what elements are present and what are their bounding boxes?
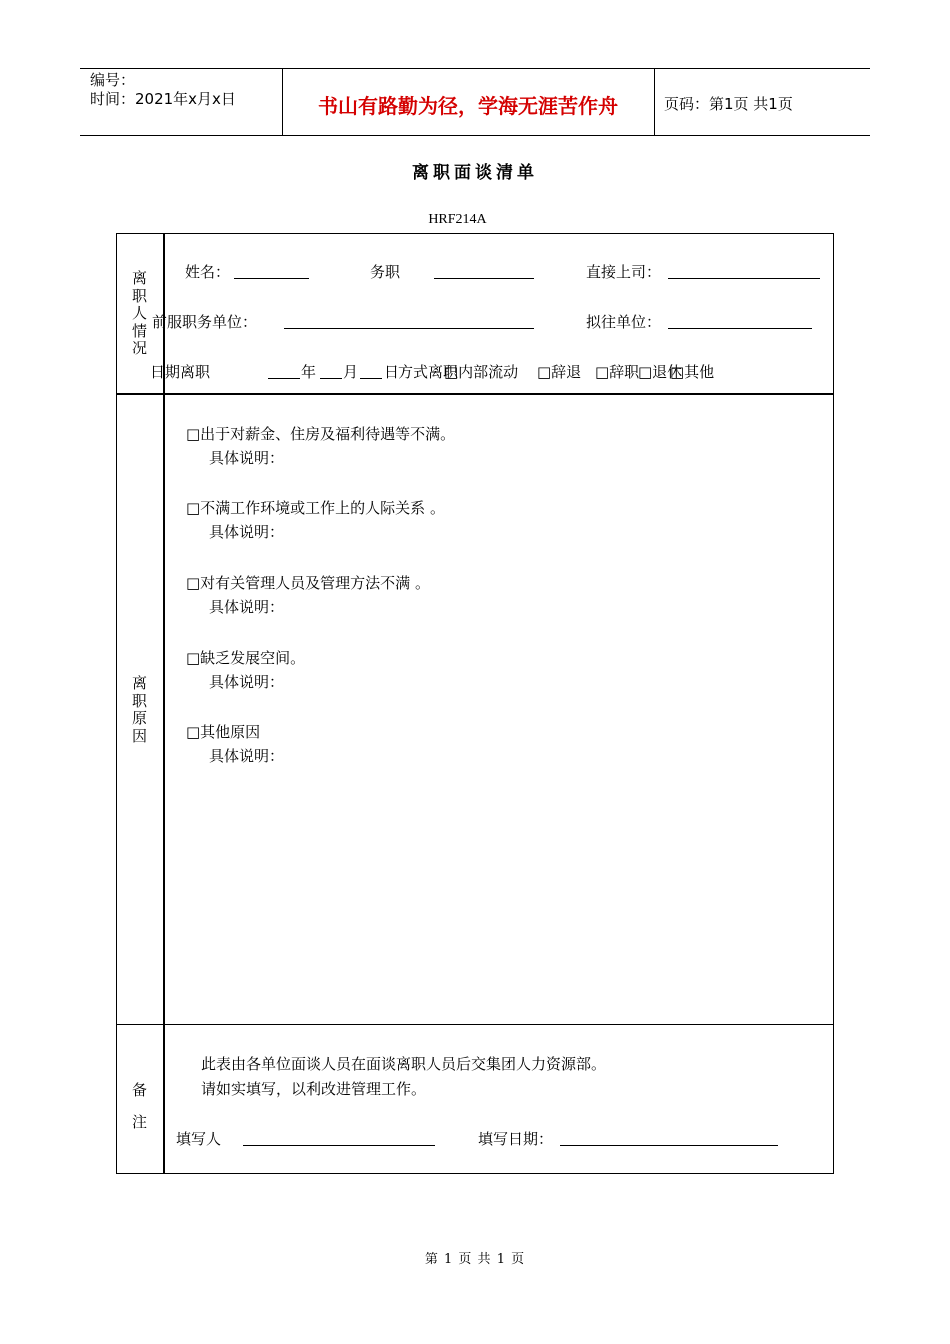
name-field[interactable] [234, 278, 309, 279]
reason-item [186, 571, 430, 619]
destination-field[interactable] [668, 328, 812, 329]
header-motto: 书山有路勤为径，学海无涯苦作舟 [318, 94, 618, 118]
fill-date-label: 填写日期： [478, 1130, 554, 1148]
header-page-label: 页码：第1页 共1页 [664, 95, 793, 113]
notes-line-2: 请如实填写，以利改进管理工作。 [201, 1080, 427, 1098]
filler-label: 填写人 [176, 1130, 222, 1148]
year-label: 年 [301, 363, 317, 381]
reason-detail-label: 具体说明： [209, 673, 285, 691]
label-char: 备 [131, 1081, 147, 1099]
reason-item [186, 646, 305, 694]
header-meta [90, 71, 236, 109]
supervisor-field[interactable] [668, 278, 820, 279]
name-label: 姓名： [185, 263, 231, 281]
option-internal-transfer[interactable]: □内部流动 [444, 363, 519, 381]
reason-item [186, 720, 284, 768]
position-field[interactable] [434, 278, 534, 279]
label-char: 职 [131, 691, 147, 710]
supervisor-label: 直接上司： [586, 263, 662, 281]
reason-checkbox-environment[interactable]: □不满工作环境或工作上的人际关系 。 [186, 499, 445, 517]
option-dismissal[interactable]: □辞退 [537, 363, 582, 381]
document-title: 离职面谈清单 [412, 163, 538, 183]
label-char: 离 [131, 674, 147, 692]
header-top-rule [80, 68, 870, 69]
section-divider-1 [116, 393, 834, 395]
reason-detail-label: 具体说明： [209, 598, 285, 616]
month-field[interactable] [320, 378, 342, 379]
option-resignation[interactable]: □辞职 [595, 363, 640, 381]
fill-date-field[interactable] [560, 1145, 778, 1146]
destination-label: 拟往单位： [586, 313, 662, 331]
form-code: HRF214A [428, 212, 487, 227]
section-divider-2 [116, 1024, 834, 1025]
label-char: 情 [131, 321, 147, 340]
section-label-notes [116, 1074, 163, 1138]
leave-mode-label: 方式离职 [398, 363, 459, 381]
option-retirement[interactable]: □退休 [638, 363, 683, 381]
year-field[interactable] [268, 378, 300, 379]
position-label: 务职 [370, 263, 401, 281]
day-field[interactable] [360, 378, 382, 379]
header-divider-right [654, 68, 655, 135]
reason-checkbox-other[interactable]: □其他原因 [186, 723, 261, 741]
reason-checkbox-salary[interactable]: □出于对薪金、住房及福利待遇等不满。 [186, 425, 456, 443]
reason-item [186, 422, 455, 470]
page-footer: 第 1 页 共 1 页 [424, 1252, 526, 1267]
month-label: 月 [343, 363, 359, 381]
label-char: 人 [131, 304, 147, 322]
serial-label: 编号： [90, 71, 136, 89]
reason-detail-label: 具体说明： [209, 523, 285, 541]
leave-date-label: 日期离职 [150, 363, 211, 381]
label-char: 职 [131, 286, 147, 305]
label-char: 原 [131, 709, 147, 727]
reason-detail-label: 具体说明： [209, 747, 285, 765]
reason-item [186, 496, 445, 544]
day-label: 日 [384, 363, 400, 381]
dept-label: 前服职务单位： [152, 313, 258, 331]
label-char: 况 [131, 339, 147, 357]
filler-field[interactable] [243, 1145, 435, 1146]
label-char: 离 [131, 269, 147, 287]
option-other[interactable]: □其他 [670, 363, 715, 381]
reason-detail-label: 具体说明： [209, 449, 285, 467]
header-bottom-rule [80, 135, 870, 136]
label-char: 因 [131, 726, 147, 745]
section-label-leave-reasons [116, 675, 163, 745]
reason-checkbox-management[interactable]: □对有关管理人员及管理方法不满 。 [186, 574, 430, 592]
label-char: 注 [131, 1113, 147, 1131]
notes-line-1: 此表由各单位面谈人员在面谈离职人员后交集团人力资源部。 [201, 1055, 607, 1073]
time-label: 时间：2021年x月x日 [90, 90, 236, 108]
reason-checkbox-development[interactable]: □缺乏发展空间。 [186, 649, 306, 667]
dept-field[interactable] [284, 328, 534, 329]
